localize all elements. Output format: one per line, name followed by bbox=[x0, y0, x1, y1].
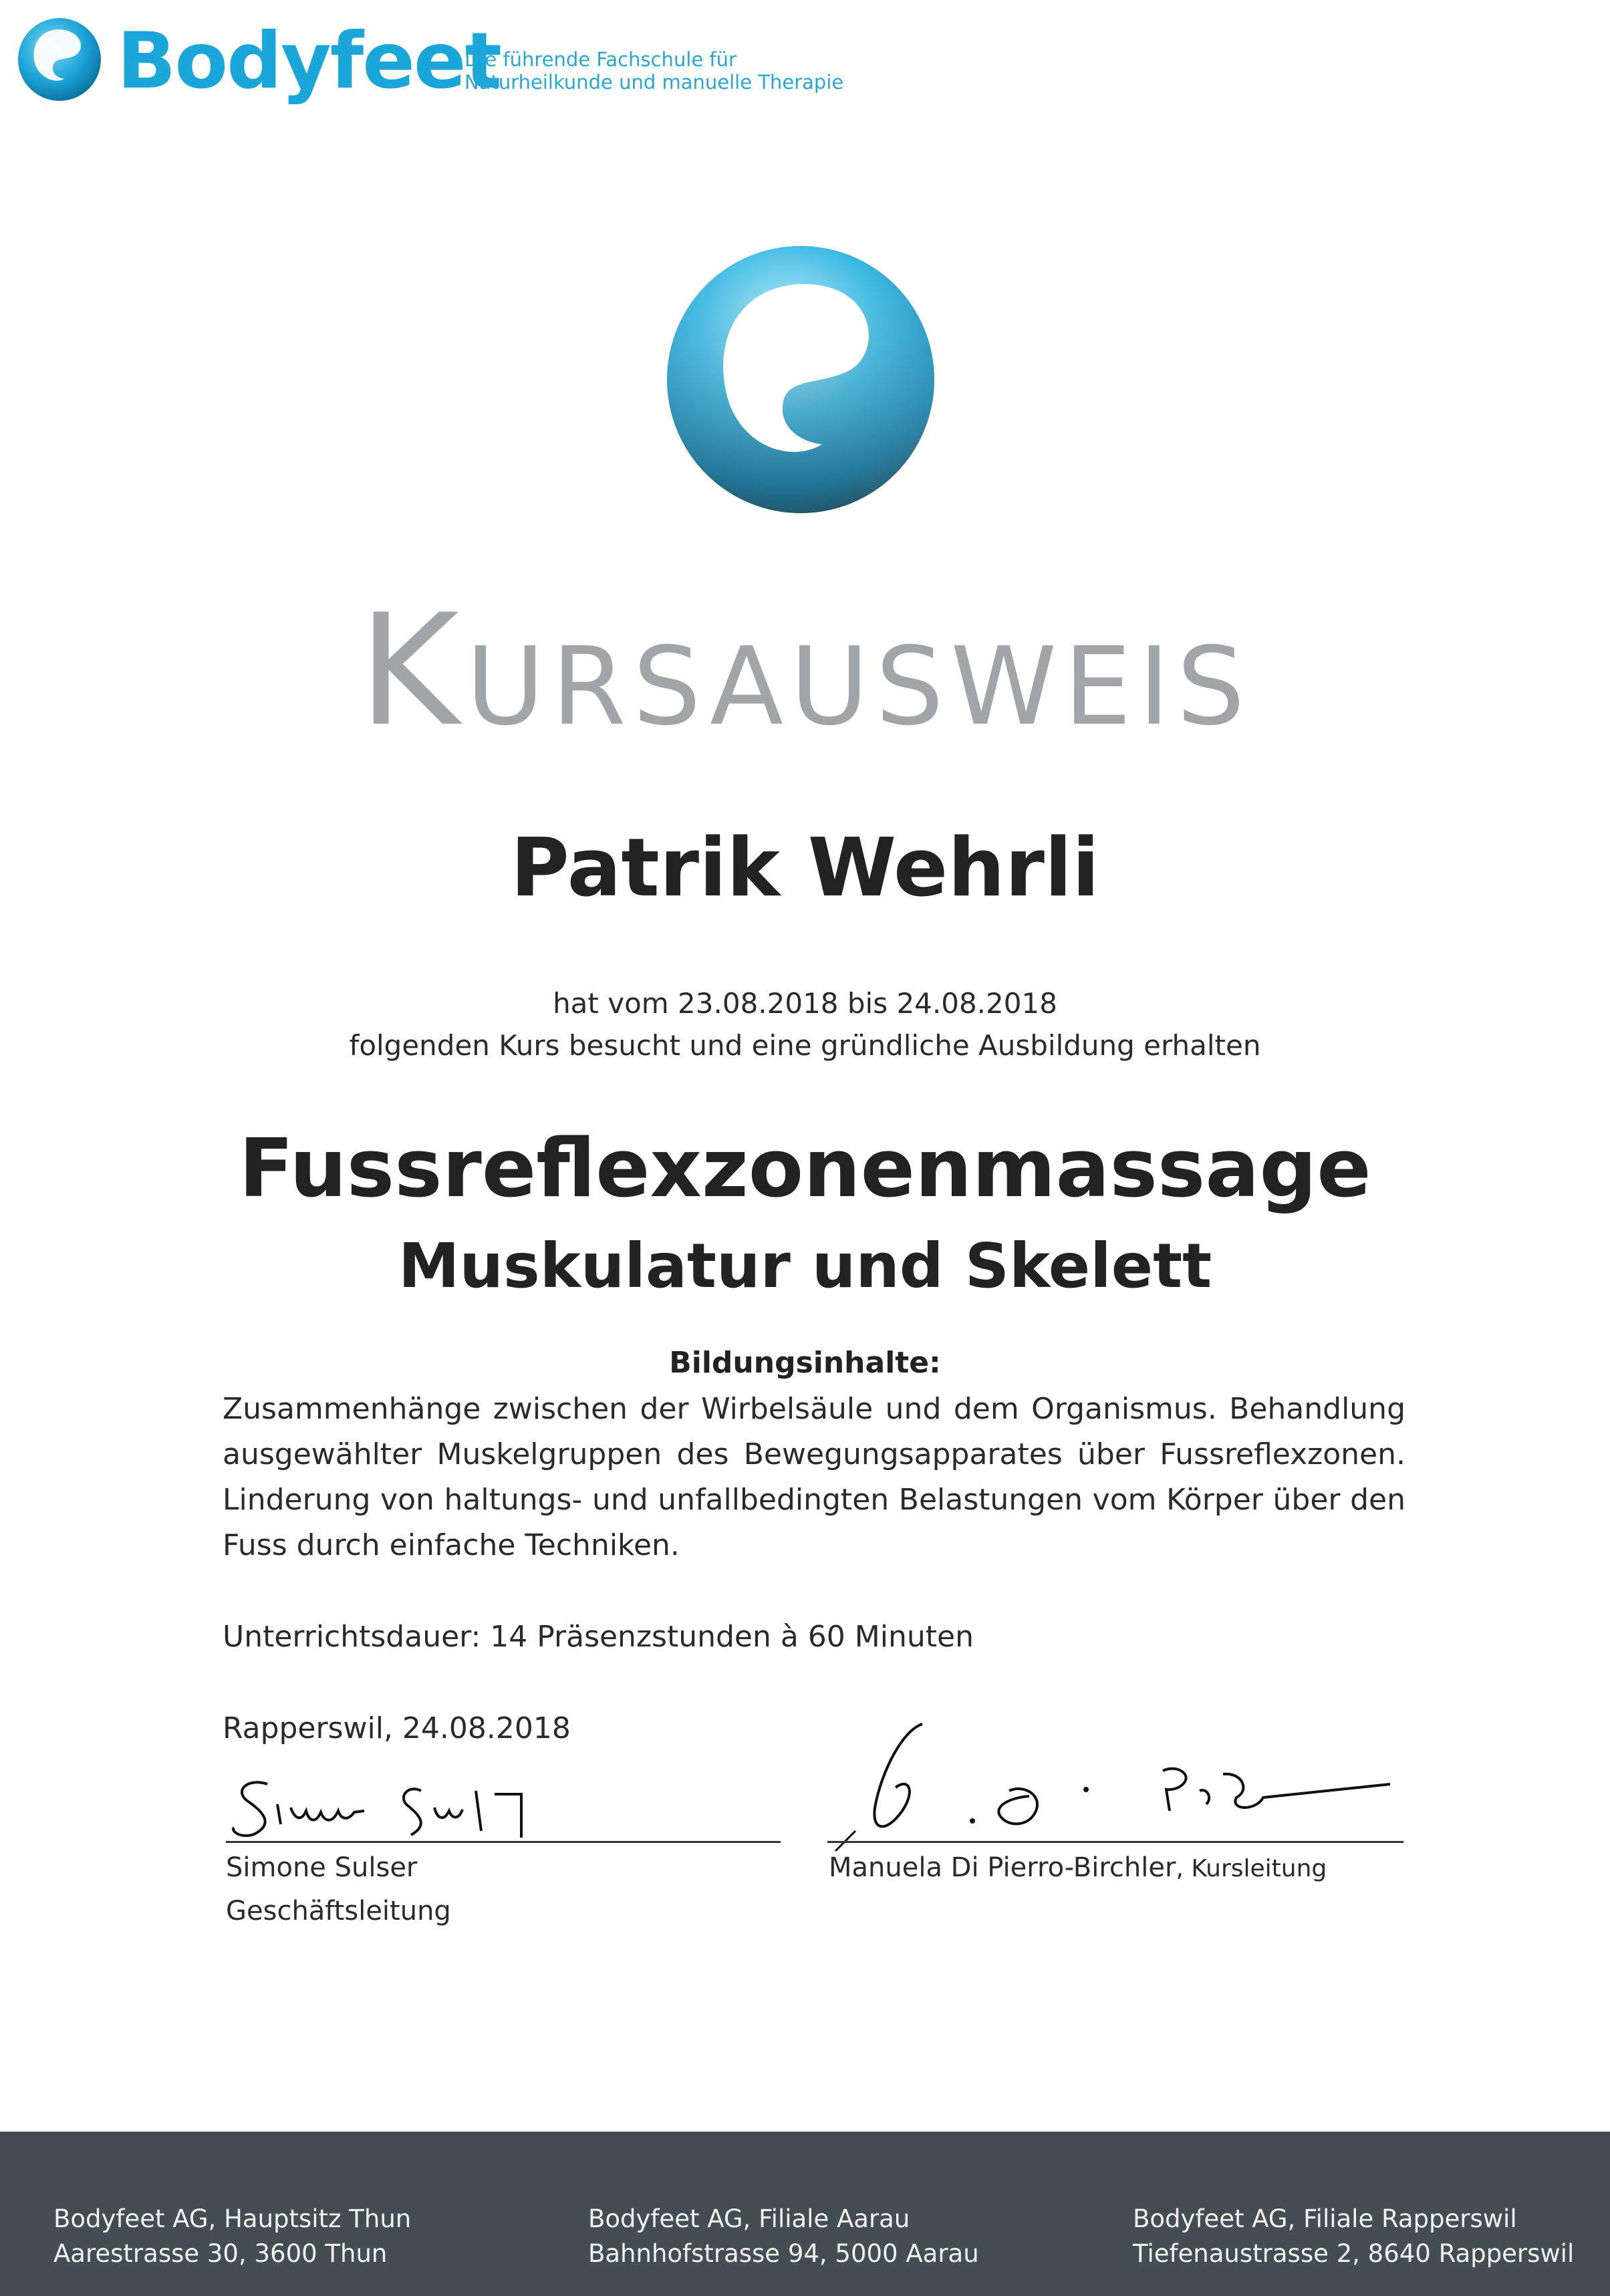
signer-left-name: Simone Sulser bbox=[226, 1852, 418, 1883]
footer-rapperswil-line1: Bodyfeet AG, Filiale Rapperswil bbox=[1133, 2204, 1517, 2233]
signature-right-image bbox=[829, 1711, 1403, 1858]
signer-right-role: , Kursleitung bbox=[1176, 1855, 1327, 1882]
content-heading: Bildungsinhalte: bbox=[669, 1346, 941, 1380]
duration-line: Unterrichtsdauer: 14 Präsenzstunden à 60 Minuten bbox=[223, 1620, 974, 1654]
tagline-line-1: Die führende Fachschule für bbox=[464, 48, 736, 71]
recipient-name: Patrik Wehrli bbox=[510, 822, 1100, 915]
footer-address-thun bbox=[53, 2202, 411, 2271]
footer-aarau-line1: Bodyfeet AG, Filiale Aarau bbox=[588, 2204, 910, 2233]
signature-line-right bbox=[827, 1841, 1403, 1843]
brand-tagline bbox=[464, 48, 843, 94]
content-body: Zusammenhänge zwischen der Wirbelsäule und dem Organismus. Behandlung ausgewählter Muskelgruppen des Bewegungsapparates über Fussreflexzonen. Linderung von haltungs- und unfallbedingten Belastungen vom Körper über den Fuss durch einfache Techniken. bbox=[223, 1392, 1405, 1562]
footer-address-aarau bbox=[588, 2202, 979, 2271]
footer-address-rapperswil bbox=[1133, 2202, 1574, 2271]
signer-left-role: Geschäftsleitung bbox=[226, 1896, 451, 1926]
bodyfeet-logo-icon bbox=[16, 16, 103, 103]
footer-thun-line2: Aarestrasse 30, 3600 Thun bbox=[53, 2239, 388, 2268]
footer-aarau-line2: Bahnhofstrasse 94, 5000 Aarau bbox=[588, 2239, 979, 2268]
place-date: Rapperswil, 24.08.2018 bbox=[223, 1711, 571, 1745]
signature-left-image bbox=[227, 1764, 601, 1844]
signer-right-name: Manuela Di Pierro-Birchler bbox=[829, 1852, 1176, 1883]
certificate-title: Kursausweis bbox=[358, 582, 1252, 760]
dates-line: hat vom 23.08.2018 bis 24.08.2018 bbox=[553, 987, 1057, 1020]
footer-rapperswil-line2: Tiefenaustrasse 2, 8640 Rapperswil bbox=[1133, 2239, 1575, 2268]
course-subtitle: Muskulatur und Skelett bbox=[398, 1230, 1212, 1302]
signature-line-left bbox=[226, 1841, 781, 1843]
tagline-line-2: Naturheilkunde und manuelle Therapie bbox=[464, 71, 844, 94]
attendance-line: folgenden Kurs besucht und eine gründliche Ausbildung erhalten bbox=[349, 1029, 1261, 1062]
course-title: Fussreflexzonenmassage bbox=[239, 1123, 1371, 1215]
brand-name: Bodyfeet bbox=[117, 16, 501, 106]
footer-thun-line1: Bodyfeet AG, Hauptsitz Thun bbox=[53, 2204, 412, 2233]
bodyfeet-emblem-icon bbox=[665, 244, 936, 515]
signer-right-block bbox=[829, 1851, 1327, 1886]
